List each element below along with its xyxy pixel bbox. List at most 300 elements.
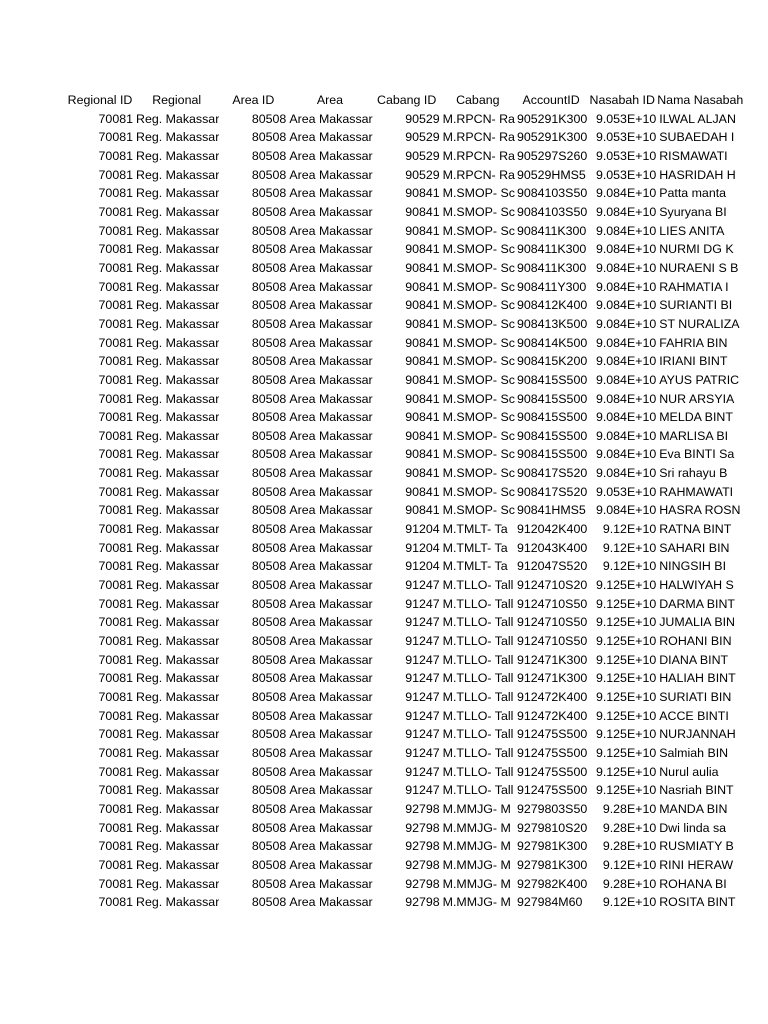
cell-account-id[interactable]: 908417S520 (516, 466, 588, 481)
cell-regional-id[interactable]: 70081 (98, 204, 133, 219)
cell-regional[interactable]: Reg. Makassar (136, 727, 220, 742)
cell-regional[interactable]: Reg. Makassar (136, 690, 220, 704)
cell-regional-id[interactable]: 70081 (98, 298, 133, 313)
cell-cabang-id[interactable]: 90841 (405, 484, 440, 499)
cell-regional[interactable]: Reg. Makassar (136, 559, 220, 574)
cell-nasabah-id[interactable]: 9.125E+10 (595, 578, 657, 593)
cell-nama-nasabah[interactable]: MARLISA BI (659, 428, 729, 443)
cell-area[interactable]: Area Makassar (289, 335, 373, 350)
cell-area-id[interactable]: 80508 (251, 260, 287, 275)
cell-area-id[interactable]: 80508 (251, 820, 287, 835)
cell-area-id[interactable]: 80508 (251, 428, 287, 443)
cell-account-id[interactable]: 9279810S20 (516, 820, 588, 835)
cell-cabang[interactable]: M.SMOP- Sc (442, 354, 515, 369)
cell-nasabah-id[interactable]: 9.053E+10 (595, 484, 657, 499)
cell-area[interactable]: Area Makassar (289, 634, 373, 649)
cell-account-id[interactable]: 9084103S50 (516, 186, 588, 201)
cell-cabang[interactable]: M.SMOP- Sc (442, 503, 515, 518)
cell-area[interactable]: Area Makassar (289, 484, 373, 499)
cell-cabang-id[interactable]: 91247 (405, 578, 440, 593)
cell-nasabah-id[interactable]: 9.084E+10 (595, 372, 657, 387)
cell-nama-nasabah[interactable]: NURMI DG K (659, 242, 734, 257)
cell-cabang[interactable]: M.RPCN- Ra (442, 167, 515, 182)
cell-regional-id[interactable]: 70081 (98, 652, 133, 667)
cell-cabang[interactable]: M.SMOP- Sc (442, 335, 515, 350)
cell-regional[interactable]: Reg. Makassar (136, 354, 220, 369)
cell-cabang-id[interactable]: 90841 (405, 428, 440, 443)
cell-account-id[interactable]: 908413K500 (516, 316, 588, 331)
cell-area-id[interactable]: 80508 (251, 167, 287, 182)
cell-nama-nasabah[interactable]: NUR ARSYIA (659, 391, 735, 406)
cell-regional-id[interactable]: 70081 (98, 447, 133, 462)
cell-nasabah-id[interactable]: 9.12E+10 (602, 540, 657, 555)
cell-regional-id[interactable]: 70081 (98, 783, 133, 798)
cell-regional[interactable]: Reg. Makassar (136, 447, 220, 462)
cell-regional[interactable]: Reg. Makassar (136, 316, 220, 331)
cell-cabang-id[interactable]: 90841 (405, 223, 440, 238)
cell-account-id[interactable]: 912475S500 (516, 783, 588, 798)
cell-nama-nasabah[interactable]: ROHANI BIN (659, 634, 732, 649)
cell-cabang[interactable]: M.MMJG- M (442, 876, 511, 891)
cell-account-id[interactable]: 912472K400 (516, 690, 588, 704)
cell-area[interactable]: Area Makassar (289, 727, 373, 742)
cell-regional[interactable]: Reg. Makassar (136, 745, 220, 760)
cell-cabang[interactable]: M.SMOP- Sc (442, 391, 515, 406)
cell-nasabah-id[interactable]: 9.084E+10 (595, 316, 657, 331)
cell-cabang[interactable]: M.SMOP- Sc (442, 223, 515, 238)
cell-cabang-id[interactable]: 90841 (405, 186, 440, 201)
cell-nasabah-id[interactable]: 9.125E+10 (595, 783, 657, 798)
cell-cabang[interactable]: M.MMJG- M (442, 895, 511, 910)
cell-nama-nasabah[interactable]: DIANA BINT (659, 652, 729, 667)
cell-nasabah-id[interactable]: 9.053E+10 (595, 148, 657, 163)
cell-cabang[interactable]: M.TLLO- Tall (442, 745, 514, 760)
cell-account-id[interactable]: 912043K400 (516, 540, 588, 555)
cell-cabang-id[interactable]: 91247 (405, 690, 440, 704)
cell-area[interactable]: Area Makassar (289, 615, 373, 630)
cell-area[interactable]: Area Makassar (289, 410, 373, 425)
cell-nasabah-id[interactable]: 9.084E+10 (595, 410, 657, 425)
cell-area-id[interactable]: 80508 (251, 690, 287, 704)
cell-regional-id[interactable]: 70081 (98, 690, 133, 704)
cell-account-id[interactable]: 905291K300 (516, 111, 588, 126)
cell-area-id[interactable]: 80508 (251, 578, 287, 593)
cell-cabang-id[interactable]: 90841 (405, 298, 440, 313)
cell-cabang[interactable]: M.TLLO- Tall (442, 727, 514, 742)
cell-cabang[interactable]: M.MMJG- M (442, 857, 511, 872)
cell-area[interactable]: Area Makassar (289, 559, 373, 574)
cell-area[interactable]: Area Makassar (289, 279, 373, 294)
header-nama-nasabah[interactable]: Nama Nasabah (657, 93, 744, 107)
cell-regional[interactable]: Reg. Makassar (136, 335, 220, 350)
cell-nasabah-id[interactable]: 9.28E+10 (602, 801, 657, 816)
cell-account-id[interactable]: 912475S500 (516, 764, 588, 779)
cell-area-id[interactable]: 80508 (251, 559, 287, 574)
cell-regional-id[interactable]: 70081 (98, 223, 133, 238)
cell-area-id[interactable]: 80508 (251, 335, 287, 350)
cell-area-id[interactable]: 80508 (251, 727, 287, 742)
cell-account-id[interactable]: 912472K400 (516, 708, 588, 723)
cell-cabang-id[interactable]: 91247 (405, 764, 440, 779)
cell-cabang-id[interactable]: 90841 (405, 242, 440, 257)
cell-regional-id[interactable]: 70081 (98, 820, 133, 835)
cell-cabang-id[interactable]: 90841 (405, 391, 440, 406)
cell-regional[interactable]: Reg. Makassar (136, 484, 220, 499)
cell-nasabah-id[interactable]: 9.053E+10 (595, 167, 657, 182)
cell-cabang-id[interactable]: 90841 (405, 410, 440, 425)
cell-nasabah-id[interactable]: 9.084E+10 (595, 503, 657, 518)
cell-regional-id[interactable]: 70081 (98, 559, 133, 574)
cell-nama-nasabah[interactable]: HALIAH BINT (659, 671, 736, 686)
cell-regional-id[interactable]: 70081 (98, 895, 133, 910)
cell-cabang-id[interactable]: 91204 (405, 559, 440, 574)
cell-cabang-id[interactable]: 92798 (405, 895, 440, 910)
cell-nasabah-id[interactable]: 9.084E+10 (595, 186, 657, 201)
cell-nama-nasabah[interactable]: DARMA BINT (659, 596, 735, 611)
cell-account-id[interactable]: 9124710S20 (516, 578, 588, 593)
cell-cabang[interactable]: M.SMOP- Sc (442, 260, 515, 275)
cell-area[interactable]: Area Makassar (289, 839, 373, 854)
cell-cabang-id[interactable]: 91247 (405, 671, 440, 686)
cell-regional-id[interactable]: 70081 (98, 466, 133, 481)
cell-area-id[interactable]: 80508 (251, 466, 287, 481)
cell-area[interactable]: Area Makassar (289, 316, 373, 331)
cell-regional-id[interactable]: 70081 (98, 260, 133, 275)
cell-regional-id[interactable]: 70081 (98, 540, 133, 555)
cell-area-id[interactable]: 80508 (251, 111, 287, 126)
cell-cabang[interactable]: M.TLLO- Tall (442, 690, 514, 704)
cell-regional[interactable]: Reg. Makassar (136, 279, 220, 294)
cell-cabang[interactable]: M.SMOP- Sc (442, 298, 515, 313)
cell-nasabah-id[interactable]: 9.084E+10 (595, 298, 657, 313)
cell-nama-nasabah[interactable]: Sri rahayu B (659, 466, 728, 481)
cell-cabang-id[interactable]: 91204 (405, 522, 440, 537)
cell-regional-id[interactable]: 70081 (98, 186, 133, 201)
cell-nasabah-id[interactable]: 9.125E+10 (595, 690, 657, 704)
cell-regional-id[interactable]: 70081 (98, 130, 133, 145)
header-nasabah-id[interactable]: Nasabah ID (589, 93, 655, 107)
cell-nama-nasabah[interactable]: ROHANA BI (659, 876, 727, 891)
cell-nasabah-id[interactable]: 9.084E+10 (595, 335, 657, 350)
cell-cabang[interactable]: M.RPCN- Ra (442, 130, 515, 145)
cell-area[interactable]: Area Makassar (289, 857, 373, 872)
cell-nama-nasabah[interactable]: AYUS PATRIC (659, 372, 740, 387)
cell-nasabah-id[interactable]: 9.084E+10 (595, 204, 657, 219)
header-account-id[interactable]: AccountID (522, 93, 580, 107)
cell-regional[interactable]: Reg. Makassar (136, 223, 220, 238)
cell-regional[interactable]: Reg. Makassar (136, 820, 220, 835)
cell-nama-nasabah[interactable]: NINGSIH BI (659, 559, 727, 574)
cell-cabang[interactable]: M.TMLT- Ta (442, 522, 508, 537)
cell-nama-nasabah[interactable]: Eva BINTI Sa (659, 447, 735, 462)
cell-regional[interactable]: Reg. Makassar (136, 895, 220, 910)
cell-regional-id[interactable]: 70081 (98, 745, 133, 760)
cell-cabang[interactable]: M.TLLO- Tall (442, 596, 514, 611)
cell-nama-nasabah[interactable]: RISMAWATI (659, 148, 728, 163)
cell-nama-nasabah[interactable]: HASRIDAH H (659, 167, 736, 182)
cell-area[interactable]: Area Makassar (289, 391, 373, 406)
cell-area-id[interactable]: 80508 (251, 671, 287, 686)
cell-area-id[interactable]: 80508 (251, 447, 287, 462)
cell-cabang-id[interactable]: 91247 (405, 708, 440, 723)
cell-cabang-id[interactable]: 91204 (405, 540, 440, 555)
cell-nasabah-id[interactable]: 9.125E+10 (595, 764, 657, 779)
cell-account-id[interactable]: 912047S520 (516, 559, 588, 574)
cell-area[interactable]: Area Makassar (289, 578, 373, 593)
cell-regional[interactable]: Reg. Makassar (136, 298, 220, 313)
cell-regional-id[interactable]: 70081 (98, 764, 133, 779)
cell-nasabah-id[interactable]: 9.084E+10 (595, 279, 657, 294)
cell-regional[interactable]: Reg. Makassar (136, 764, 220, 779)
cell-nama-nasabah[interactable]: IRIANI BINT (659, 354, 728, 369)
cell-nama-nasabah[interactable]: RATNA BINT (659, 522, 732, 537)
cell-nama-nasabah[interactable]: MELDA BINT (659, 410, 733, 425)
cell-cabang-id[interactable]: 90529 (405, 130, 440, 145)
cell-cabang[interactable]: M.TLLO- Tall (442, 578, 514, 593)
cell-nama-nasabah[interactable]: SURIATI BIN (659, 690, 732, 704)
cell-cabang[interactable]: M.TLLO- Tall (442, 634, 514, 649)
cell-cabang[interactable]: M.TMLT- Ta (442, 559, 508, 574)
cell-cabang-id[interactable]: 91247 (405, 615, 440, 630)
cell-nasabah-id[interactable]: 9.084E+10 (595, 223, 657, 238)
cell-regional[interactable]: Reg. Makassar (136, 615, 220, 630)
header-area[interactable]: Area (316, 93, 344, 107)
cell-area-id[interactable]: 80508 (251, 839, 287, 854)
cell-cabang[interactable]: M.SMOP- Sc (442, 186, 515, 201)
cell-regional-id[interactable]: 70081 (98, 242, 133, 257)
cell-area-id[interactable]: 80508 (251, 316, 287, 331)
cell-regional[interactable]: Reg. Makassar (136, 876, 220, 891)
cell-regional-id[interactable]: 70081 (98, 111, 133, 126)
cell-cabang-id[interactable]: 90841 (405, 503, 440, 518)
cell-area-id[interactable]: 80508 (251, 223, 287, 238)
cell-regional[interactable]: Reg. Makassar (136, 783, 220, 798)
cell-cabang[interactable]: M.RPCN- Ra (442, 148, 515, 163)
cell-regional-id[interactable]: 70081 (98, 484, 133, 499)
header-regional[interactable]: Regional (152, 93, 202, 107)
cell-regional[interactable]: Reg. Makassar (136, 578, 220, 593)
cell-regional[interactable]: Reg. Makassar (136, 148, 220, 163)
cell-area-id[interactable]: 80508 (251, 130, 287, 145)
cell-nasabah-id[interactable]: 9.125E+10 (595, 671, 657, 686)
cell-cabang-id[interactable]: 90841 (405, 260, 440, 275)
cell-nama-nasabah[interactable]: SAHARI BIN (659, 540, 730, 555)
cell-area-id[interactable]: 80508 (251, 186, 287, 201)
cell-nama-nasabah[interactable]: RUSMIATY B (659, 839, 734, 854)
cell-cabang-id[interactable]: 90841 (405, 316, 440, 331)
cell-nama-nasabah[interactable]: HASRA ROSN (659, 503, 741, 518)
cell-regional-id[interactable]: 70081 (98, 410, 133, 425)
cell-account-id[interactable]: 912475S500 (516, 745, 588, 760)
cell-area-id[interactable]: 80508 (251, 764, 287, 779)
cell-area-id[interactable]: 80508 (251, 745, 287, 760)
cell-regional-id[interactable]: 70081 (98, 148, 133, 163)
cell-account-id[interactable]: 9084103S50 (516, 204, 588, 219)
cell-area[interactable]: Area Makassar (289, 372, 373, 387)
cell-cabang[interactable]: M.SMOP- Sc (442, 428, 515, 443)
cell-nama-nasabah[interactable]: SUBAEDAH I (659, 130, 735, 145)
cell-account-id[interactable]: 908415K200 (516, 354, 588, 369)
cell-nasabah-id[interactable]: 9.125E+10 (595, 652, 657, 667)
cell-nama-nasabah[interactable]: RINI HERAW (659, 857, 734, 872)
cell-account-id[interactable]: 908415S500 (516, 428, 588, 443)
cell-nasabah-id[interactable]: 9.12E+10 (602, 857, 657, 872)
cell-area-id[interactable]: 80508 (251, 503, 287, 518)
cell-area[interactable]: Area Makassar (289, 111, 373, 126)
cell-area[interactable]: Area Makassar (289, 522, 373, 537)
cell-area-id[interactable]: 80508 (251, 783, 287, 798)
cell-regional-id[interactable]: 70081 (98, 428, 133, 443)
cell-area[interactable]: Area Makassar (289, 503, 373, 518)
cell-nama-nasabah[interactable]: SURIANTI BI (659, 298, 733, 313)
cell-account-id[interactable]: 908415S500 (516, 447, 588, 462)
cell-area[interactable]: Area Makassar (289, 820, 373, 835)
cell-nasabah-id[interactable]: 9.28E+10 (602, 876, 657, 891)
cell-nasabah-id[interactable]: 9.053E+10 (595, 130, 657, 145)
cell-cabang[interactable]: M.TLLO- Tall (442, 764, 514, 779)
cell-area[interactable]: Area Makassar (289, 186, 373, 201)
cell-area-id[interactable]: 80508 (251, 540, 287, 555)
cell-cabang[interactable]: M.SMOP- Sc (442, 466, 515, 481)
cell-regional[interactable]: Reg. Makassar (136, 857, 220, 872)
cell-cabang[interactable]: M.SMOP- Sc (442, 242, 515, 257)
cell-area[interactable]: Area Makassar (289, 167, 373, 182)
cell-nasabah-id[interactable]: 9.28E+10 (602, 820, 657, 835)
cell-cabang[interactable]: M.MMJG- M (442, 801, 511, 816)
cell-area[interactable]: Area Makassar (289, 260, 373, 275)
header-regional-id[interactable]: Regional ID (67, 93, 133, 107)
cell-regional-id[interactable]: 70081 (98, 578, 133, 593)
cell-regional-id[interactable]: 70081 (98, 634, 133, 649)
cell-nasabah-id[interactable]: 9.084E+10 (595, 428, 657, 443)
cell-nasabah-id[interactable]: 9.12E+10 (602, 522, 657, 537)
cell-cabang-id[interactable]: 92798 (405, 857, 440, 872)
cell-regional[interactable]: Reg. Makassar (136, 801, 220, 816)
cell-area-id[interactable]: 80508 (251, 522, 287, 537)
cell-regional-id[interactable]: 70081 (98, 727, 133, 742)
cell-cabang-id[interactable]: 91247 (405, 727, 440, 742)
cell-cabang-id[interactable]: 91247 (405, 652, 440, 667)
cell-area[interactable]: Area Makassar (289, 223, 373, 238)
cell-nama-nasabah[interactable]: FAHRIA BIN (659, 335, 728, 350)
cell-nama-nasabah[interactable]: MANDA BIN (659, 801, 728, 816)
cell-nasabah-id[interactable]: 9.084E+10 (595, 354, 657, 369)
cell-regional-id[interactable]: 70081 (98, 801, 133, 816)
header-area-id[interactable]: Area ID (232, 93, 275, 107)
cell-cabang[interactable]: M.RPCN- Ra (442, 111, 515, 126)
cell-area[interactable]: Area Makassar (289, 690, 373, 704)
cell-nama-nasabah[interactable]: Syuryana BI (659, 204, 727, 219)
cell-area[interactable]: Area Makassar (289, 540, 373, 555)
cell-account-id[interactable]: 927981K300 (516, 839, 588, 854)
cell-account-id[interactable]: 912475S500 (516, 727, 588, 742)
cell-account-id[interactable]: 908412K400 (516, 298, 588, 313)
cell-cabang[interactable]: M.SMOP- Sc (442, 447, 515, 462)
cell-cabang-id[interactable]: 90841 (405, 335, 440, 350)
cell-cabang[interactable]: M.SMOP- Sc (442, 204, 515, 219)
cell-regional[interactable]: Reg. Makassar (136, 428, 220, 443)
cell-nama-nasabah[interactable]: RAHMATIA I (659, 279, 729, 294)
cell-regional[interactable]: Reg. Makassar (136, 839, 220, 854)
cell-account-id[interactable]: 905297S260 (516, 148, 588, 163)
cell-regional[interactable]: Reg. Makassar (136, 204, 220, 219)
cell-account-id[interactable]: 927981K300 (516, 857, 588, 872)
cell-account-id[interactable]: 9124710S50 (516, 596, 588, 611)
cell-cabang-id[interactable]: 90841 (405, 447, 440, 462)
cell-area[interactable]: Area Makassar (289, 652, 373, 667)
cell-nasabah-id[interactable]: 9.084E+10 (595, 242, 657, 257)
cell-account-id[interactable]: 912471K300 (516, 671, 588, 686)
cell-regional[interactable]: Reg. Makassar (136, 111, 220, 126)
cell-regional-id[interactable]: 70081 (98, 391, 133, 406)
cell-cabang-id[interactable]: 92798 (405, 801, 440, 816)
cell-area-id[interactable]: 80508 (251, 204, 287, 219)
cell-regional-id[interactable]: 70081 (98, 372, 133, 387)
cell-cabang-id[interactable]: 91247 (405, 783, 440, 798)
cell-account-id[interactable]: 908417S520 (516, 484, 588, 499)
cell-area[interactable]: Area Makassar (289, 466, 373, 481)
cell-area-id[interactable]: 80508 (251, 801, 287, 816)
cell-regional-id[interactable]: 70081 (98, 335, 133, 350)
cell-area[interactable]: Area Makassar (289, 708, 373, 723)
cell-nama-nasabah[interactable]: NURAENI S B (659, 260, 739, 275)
cell-area[interactable]: Area Makassar (289, 298, 373, 313)
cell-nasabah-id[interactable]: 9.125E+10 (595, 745, 657, 760)
cell-account-id[interactable]: 908415S500 (516, 410, 588, 425)
cell-cabang-id[interactable]: 90841 (405, 204, 440, 219)
cell-area-id[interactable]: 80508 (251, 484, 287, 499)
cell-area-id[interactable]: 80508 (251, 615, 287, 630)
cell-area[interactable]: Area Makassar (289, 745, 373, 760)
cell-area-id[interactable]: 80508 (251, 410, 287, 425)
cell-account-id[interactable]: 912471K300 (516, 652, 588, 667)
cell-account-id[interactable]: 908414K500 (516, 335, 588, 350)
cell-area[interactable]: Area Makassar (289, 130, 373, 145)
cell-cabang-id[interactable]: 90529 (405, 167, 440, 182)
cell-account-id[interactable]: 908411K300 (516, 223, 587, 238)
cell-area[interactable]: Area Makassar (289, 354, 373, 369)
cell-nasabah-id[interactable]: 9.12E+10 (602, 895, 657, 910)
cell-area[interactable]: Area Makassar (289, 242, 373, 257)
cell-cabang-id[interactable]: 90841 (405, 354, 440, 369)
cell-cabang[interactable]: M.TLLO- Tall (442, 615, 514, 630)
cell-cabang[interactable]: M.MMJG- M (442, 820, 511, 835)
cell-cabang[interactable]: M.SMOP- Sc (442, 410, 515, 425)
cell-cabang[interactable]: M.TLLO- Tall (442, 783, 514, 798)
cell-area-id[interactable]: 80508 (251, 634, 287, 649)
cell-area-id[interactable]: 80508 (251, 596, 287, 611)
cell-nasabah-id[interactable]: 9.125E+10 (595, 615, 657, 630)
cell-nasabah-id[interactable]: 9.125E+10 (595, 596, 657, 611)
cell-regional[interactable]: Reg. Makassar (136, 186, 220, 201)
cell-account-id[interactable]: 927984M60 (516, 895, 583, 910)
cell-regional[interactable]: Reg. Makassar (136, 503, 220, 518)
cell-nama-nasabah[interactable]: ROSITA BINT (659, 895, 736, 910)
cell-regional[interactable]: Reg. Makassar (136, 634, 220, 649)
cell-cabang[interactable]: M.SMOP- Sc (442, 484, 515, 499)
cell-nasabah-id[interactable]: 9.053E+10 (595, 111, 657, 126)
cell-nama-nasabah[interactable]: LIES ANITA (659, 223, 725, 238)
cell-cabang-id[interactable]: 90841 (405, 279, 440, 294)
cell-cabang[interactable]: M.TLLO- Tall (442, 671, 514, 686)
cell-nasabah-id[interactable]: 9.084E+10 (595, 447, 657, 462)
cell-area-id[interactable]: 80508 (251, 354, 287, 369)
cell-nasabah-id[interactable]: 9.125E+10 (595, 727, 657, 742)
cell-cabang-id[interactable]: 90529 (405, 111, 440, 126)
cell-cabang-id[interactable]: 91247 (405, 596, 440, 611)
cell-area-id[interactable]: 80508 (251, 242, 287, 257)
cell-account-id[interactable]: 905291K300 (516, 130, 588, 145)
